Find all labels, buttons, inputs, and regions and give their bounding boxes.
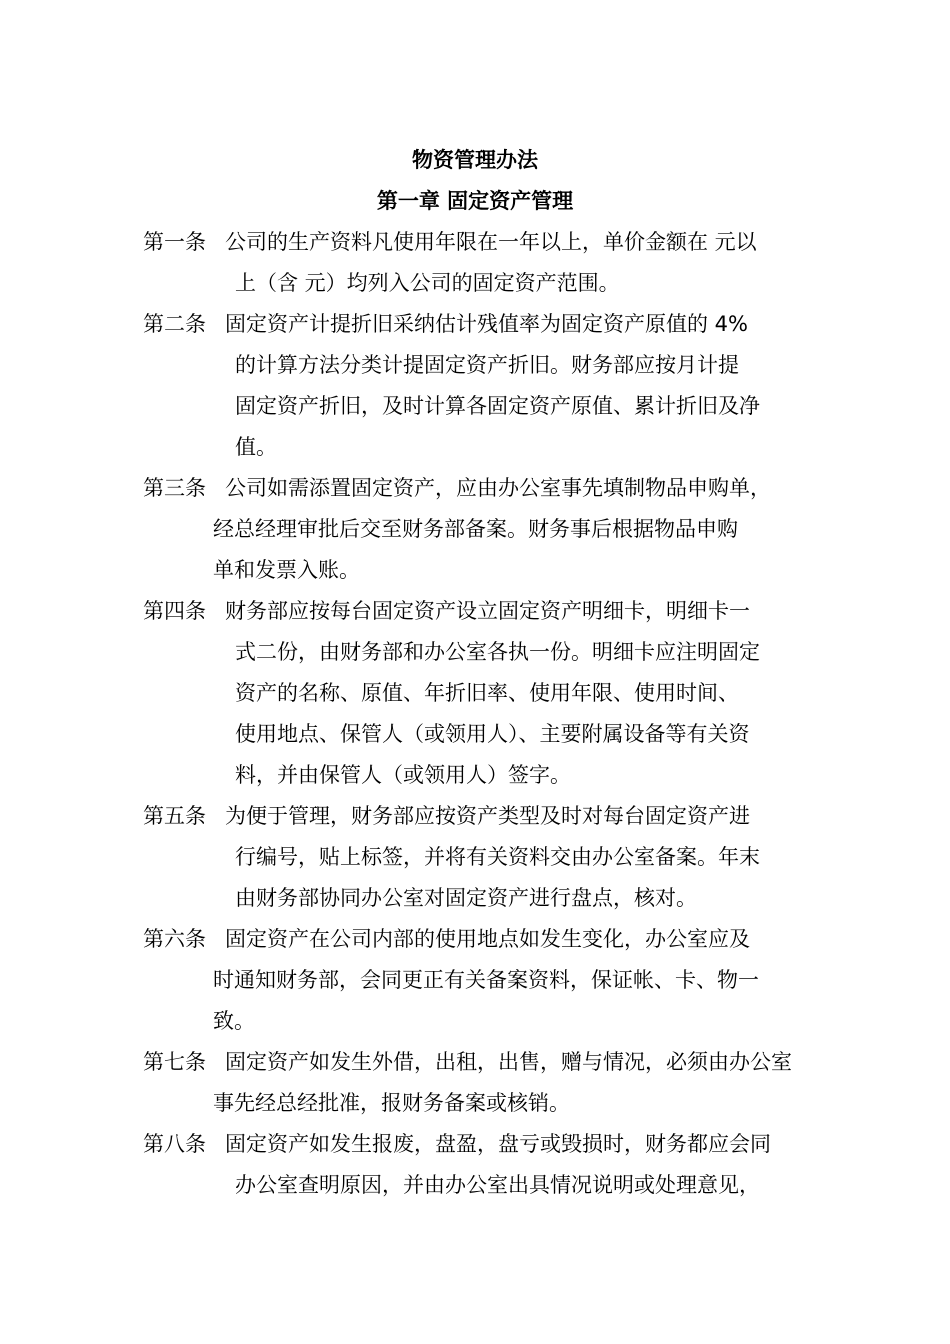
article-text-line: 资产的名称、原值、年折旧率、使用年限、使用时间、 bbox=[235, 681, 739, 705]
article-text-line: 致。 bbox=[213, 1009, 255, 1033]
article-7 bbox=[143, 1042, 808, 1124]
article-label: 第六条 bbox=[143, 927, 206, 951]
article-text-line: 由财务部协同办公室对固定资产进行盘点，核对。 bbox=[235, 886, 697, 910]
article-text-line: 上（含 元）均列入公司的固定资产范围。 bbox=[235, 271, 620, 295]
article-text-line: 固定资产在公司内部的使用地点如发生变化，办公室应及 bbox=[225, 927, 750, 951]
article-text-line: 值。 bbox=[235, 435, 277, 459]
chapter-title: 第一章 固定资产管理 bbox=[376, 189, 574, 213]
article-3 bbox=[143, 468, 808, 591]
article-text-line: 公司如需添置固定资产，应由办公室事先填制物品申购单， bbox=[225, 476, 771, 500]
article-6 bbox=[143, 919, 808, 1042]
article-text-line: 财务部应按每台固定资产设立固定资产明细卡，明细卡一 bbox=[225, 599, 750, 623]
article-text-line: 的计算方法分类计提固定资产折旧。财务部应按月计提 bbox=[235, 353, 739, 377]
article-text-line: 使用地点、保管人（或领用人）、主要附属设备等有关资 bbox=[235, 722, 750, 746]
article-text-line: 行编号，贴上标签，并将有关资料交由办公室备案。年末 bbox=[235, 845, 760, 869]
article-text-line: 办公室查明原因，并由办公室出具情况说明或处理意见， bbox=[235, 1173, 760, 1197]
article-4 bbox=[143, 591, 808, 796]
article-label: 第七条 bbox=[143, 1050, 206, 1074]
article-text-line: 时通知财务部，会同更正有关备案资料，保证帐、卡、物一 bbox=[213, 968, 759, 992]
article-label: 第一条 bbox=[143, 230, 206, 254]
article-text-line: 公司的生产资料凡使用年限在一年以上，单价金额在 元以 bbox=[225, 230, 757, 254]
article-label: 第二条 bbox=[143, 312, 206, 336]
article-label: 第五条 bbox=[143, 804, 206, 828]
article-text-line: 事先经总经批准，报财务备案或核销。 bbox=[213, 1091, 570, 1115]
article-label: 第四条 bbox=[143, 599, 206, 623]
article-text-line: 经总经理审批后交至财务部备案。财务事后根据物品申购 bbox=[213, 517, 738, 541]
article-text-line: 单和发票入账。 bbox=[213, 558, 360, 582]
article-text-line: 固定资产如发生报废，盘盈，盘亏或毁损时，财务都应会同 bbox=[225, 1132, 771, 1156]
article-text-line: 式二份，由财务部和办公室各执一份。明细卡应注明固定 bbox=[235, 640, 760, 664]
article-text-line: 固定资产计提折旧采纳估计残值率为固定资产原值的 4% bbox=[225, 312, 748, 336]
article-text-line: 料，并由保管人（或领用人）签字。 bbox=[235, 763, 571, 787]
article-label: 第八条 bbox=[143, 1132, 206, 1156]
article-text-line: 为便于管理，财务部应按资产类型及时对每台固定资产进 bbox=[225, 804, 750, 828]
document-title: 物资管理办法 bbox=[412, 148, 538, 172]
article-text-line: 固定资产如发生外借，出租，出售，赠与情况，必须由办公室 bbox=[225, 1050, 792, 1074]
article-2 bbox=[143, 304, 808, 468]
article-1 bbox=[143, 222, 808, 304]
article-label: 第三条 bbox=[143, 476, 206, 500]
article-text-line: 固定资产折旧，及时计算各固定资产原值、累计折旧及净 bbox=[235, 394, 760, 418]
article-5 bbox=[143, 796, 808, 919]
article-8 bbox=[143, 1124, 808, 1206]
